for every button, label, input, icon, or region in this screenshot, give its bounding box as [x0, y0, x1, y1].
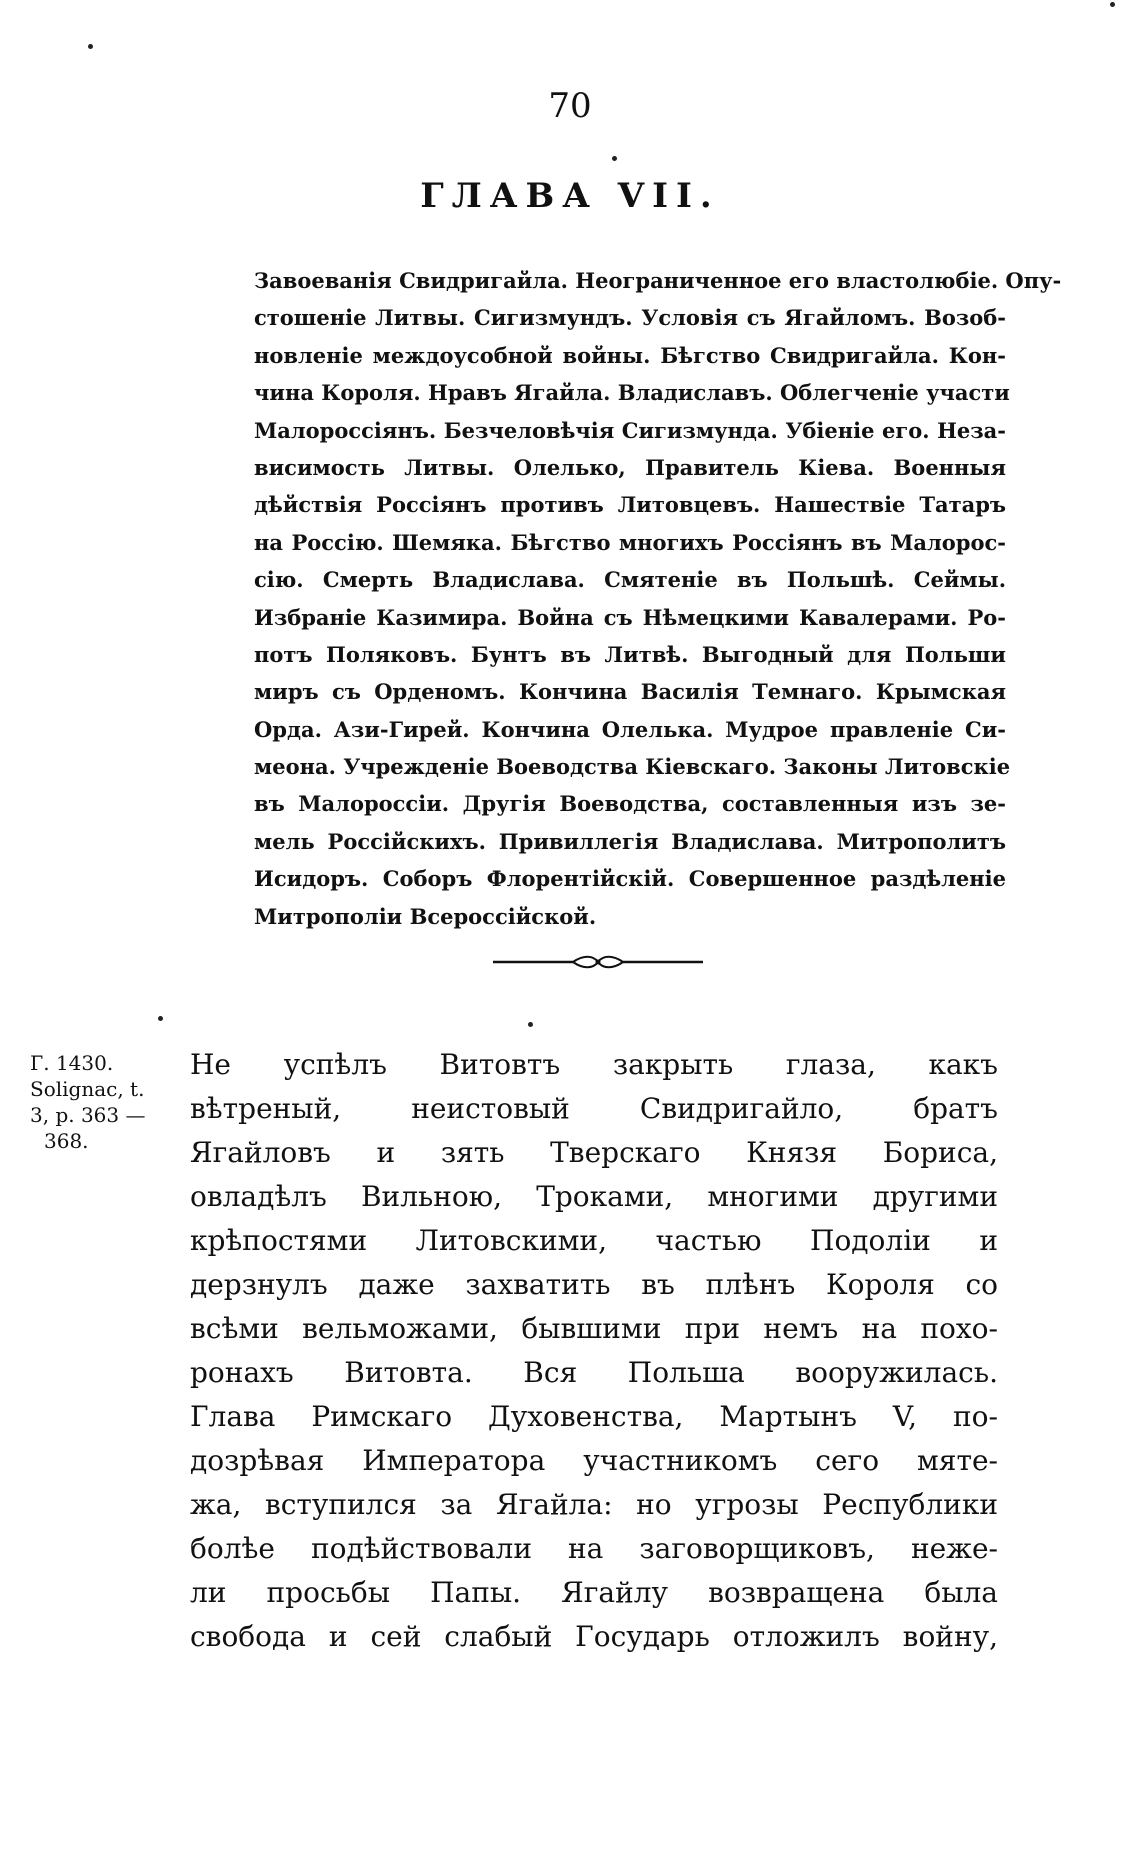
summary-line: висимость Литвы. Олелько, Правитель Кіева. Военныя [254, 454, 1006, 480]
scan-speck [88, 44, 93, 49]
summary-line: потъ Поляковъ. Бунтъ въ Литвѣ. Выгодный для Польши [254, 641, 1006, 667]
summary-line: новленіе междоусобной войны. Бѣгство Свидригайла. Кон- [254, 342, 1006, 368]
margin-note-line: 368. [44, 1129, 89, 1153]
body-line: Ягайловъ и зять Тверскаго Князя Бориса, [190, 1136, 998, 1169]
body-line: Глава Римскаго Духовенства, Мартынъ V, по- [190, 1400, 998, 1433]
summary-line: сію. Смерть Владислава. Смятеніе въ Польшѣ. Сеймы. [254, 567, 1006, 593]
margin-note-line: Solignac, t. [30, 1077, 145, 1101]
summary-line: стошеніе Литвы. Сигизмундъ. Условія съ Ягайломъ. Возоб- [254, 305, 1006, 331]
summary-line: Завоеванія Свидригайла. Неограниченное его властолюбіе. Опу- [254, 268, 1062, 293]
scan-speck [528, 1022, 533, 1027]
scan-speck [612, 156, 617, 161]
summary-line: Исидоръ. Соборъ Флорентійскій. Совершенное раздѣленіе [254, 866, 1006, 892]
summary-line: Избраніе Казимира. Война съ Нѣмецкими Кавалерами. Ро- [254, 604, 1006, 630]
margin-note-line: 3, p. 363 — [30, 1103, 146, 1127]
summary-line: дѣйствія Россіянъ противъ Литовцевъ. Нашествіе Татаръ [254, 492, 1006, 518]
body-line: болѣе подѣйствовали на заговорщиковъ, нeже- [190, 1532, 998, 1565]
summary-line: Митрополіи Всероссійской. [254, 903, 597, 929]
summary-line: Малороссіянъ. Безчеловѣчія Сигизмунда. Убіеніе его. Неза- [254, 417, 1006, 443]
summary-line: меона. Учрежденіе Воеводства Кіевскаго. Законы Литовскіе [254, 754, 1011, 780]
chapter-title: ГЛАВА VII. [420, 176, 720, 216]
ornamental-divider [493, 955, 703, 969]
body-line: свобода и сей слабый Государь отложилъ войну, [190, 1620, 998, 1653]
body-line: вѣтреный, неистовый Свидригайло, братъ [190, 1092, 998, 1125]
body-line: Не успѣлъ Витовтъ закрыть глаза, какъ [190, 1048, 998, 1081]
scan-speck [1110, 2, 1115, 7]
summary-line: въ Малороссіи. Другія Воеводства, составленныя изъ зе- [254, 791, 1006, 817]
body-line: всѣми вельможами, бывшими при немъ на похо- [190, 1312, 998, 1345]
summary-line: чина Короля. Нравъ Ягайла. Владиславъ. Облегченіе участи [254, 380, 1010, 406]
body-line: крѣпостями Литовскими, частью Подоліи и [190, 1224, 998, 1257]
summary-line: на Россію. Шемяка. Бѣгство многихъ Россіянъ въ Малорос- [254, 529, 1006, 555]
body-line: ли просьбы Папы. Ягайлу возвращена была [190, 1576, 998, 1609]
scan-speck [158, 1016, 163, 1021]
page-number: 70 [548, 86, 592, 126]
summary-line: мель Россійскихъ. Привиллегія Владислава. Митрополитъ [254, 828, 1006, 854]
body-line: ронахъ Витовта. Вся Польша вооружилась. [190, 1356, 998, 1389]
margin-note [30, 1050, 190, 1154]
body-text [190, 1043, 998, 1659]
body-line: дозрѣвая Императора участникомъ сего мяте- [190, 1444, 998, 1477]
margin-note-line: Г. 1430. [30, 1051, 114, 1075]
body-line: дерзнулъ даже захватить въ плѣнъ Короля со [190, 1268, 998, 1301]
chapter-summary [254, 262, 1062, 935]
body-line: жа, вступился за Ягайла: но угрозы Республики [190, 1488, 998, 1521]
summary-line: миръ съ Орденомъ. Кончина Василія Темнаго. Крымская [254, 679, 1006, 705]
summary-line: Орда. Ази-Гирей. Кончина Олелька. Мудрое правленіе Си- [254, 716, 1006, 742]
body-line: овладѣлъ Вильною, Троками, многими другими [190, 1180, 998, 1213]
